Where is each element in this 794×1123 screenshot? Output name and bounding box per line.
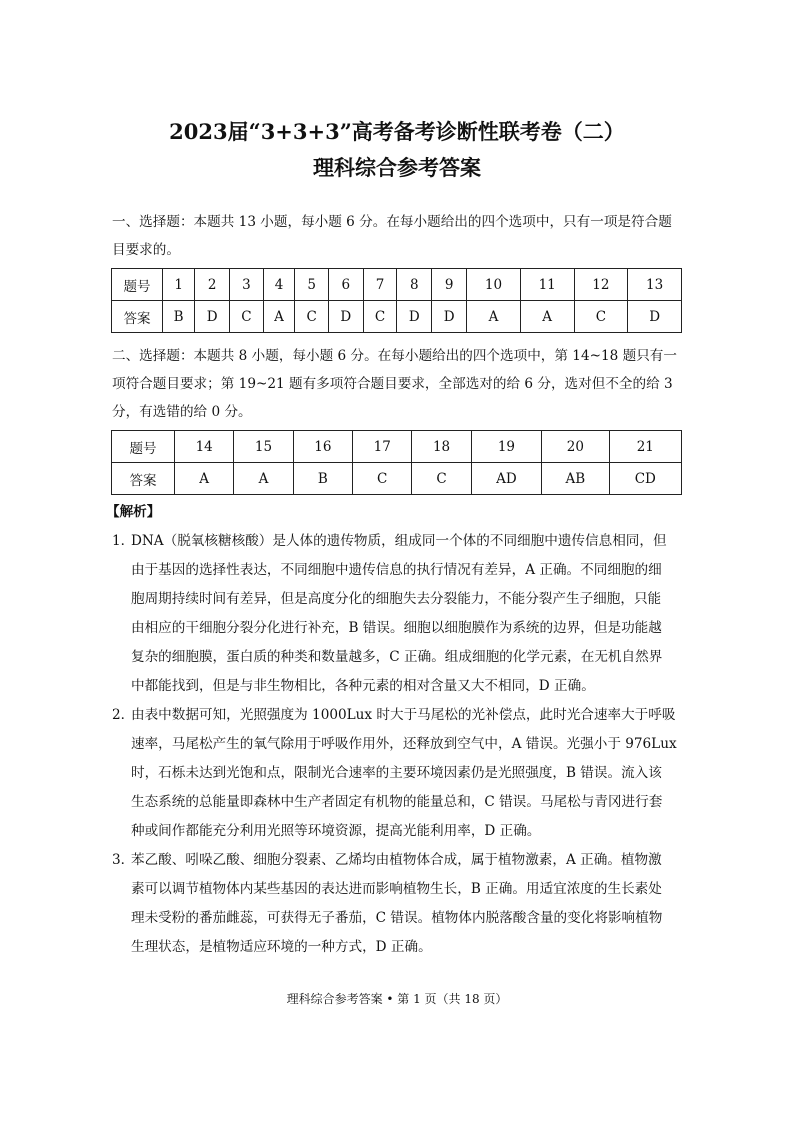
text-line: 由于基因的选择性表达，不同细胞中遗传信息的执行情况有差异，A 正确。不同细胞的细	[131, 562, 662, 578]
table-cell: A	[520, 301, 574, 333]
table-row-answers	[112, 463, 682, 495]
table-cell: CD	[609, 463, 681, 495]
table-cell: 10	[467, 269, 521, 301]
table-cell: 答案	[112, 301, 163, 333]
text-line: DNA（脱氧核糖核酸）是人体的遗传物质，组成同一个体的不同细胞中遗传信息相同，但	[131, 533, 667, 549]
text-line: 生理状态，是植物适应环境的一种方式，D 正确。	[131, 939, 432, 955]
table-cell: 答案	[112, 463, 175, 495]
table-cell: C	[295, 301, 328, 333]
answer-table-1	[111, 268, 682, 333]
table-cell: 8	[397, 269, 432, 301]
text-line: 速率，马尾松产生的氧气除用于呼吸作用外，还释放到空气中，A 错误。光强小于 976Lux	[131, 736, 677, 752]
analysis-heading: 【解析】	[106, 504, 161, 520]
item-number: 1．	[112, 533, 135, 549]
table-cell: 5	[295, 269, 328, 301]
table-cell: A	[234, 463, 293, 495]
table-cell: 13	[628, 269, 682, 301]
text-line: 种或间作都能充分利用光照等环境资源，提高光能利用率，D 正确。	[131, 823, 541, 839]
table-cell: 15	[234, 431, 293, 463]
analysis-item	[112, 701, 687, 846]
item-number: 3．	[112, 852, 135, 868]
section1-instructions	[112, 208, 684, 264]
table-row-numbers	[112, 431, 682, 463]
table-cell: C	[363, 301, 396, 333]
table-cell: 20	[542, 431, 609, 463]
table-cell: 11	[520, 269, 574, 301]
table-cell: 16	[293, 431, 352, 463]
table-cell: 17	[353, 431, 412, 463]
table-cell: AD	[471, 463, 541, 495]
item-number: 2．	[112, 707, 135, 723]
table-cell: 12	[574, 269, 628, 301]
section2-instructions	[112, 342, 684, 426]
answer-table-2	[111, 430, 682, 495]
page-footer: 理科综合参考答案 • 第 1 页（共 18 页）	[286, 992, 508, 1006]
table-cell: 21	[609, 431, 681, 463]
table-cell: 题号	[112, 431, 175, 463]
text-line: 中都能找到，但是与非生物相比，各种元素的相对含量又大不相同，D 正确。	[131, 678, 595, 694]
table-row-answers	[112, 301, 682, 333]
text-line: 生态系统的总能量即森林中生产者固定有机物的能量总和，C 错误。马尾松与青冈进行套	[131, 794, 663, 810]
table-cell: 9	[432, 269, 467, 301]
table-cell: B	[163, 301, 195, 333]
table-cell: B	[293, 463, 352, 495]
table-cell: D	[628, 301, 682, 333]
table-cell: D	[328, 301, 363, 333]
table-cell: 3	[230, 269, 263, 301]
text-line: 复杂的细胞膜，蛋白质的种类和数量越多，C 正确。组成细胞的化学元素，在无机自然界	[131, 649, 663, 665]
title-line-1: 2023届“3+3+3”高考备考诊断性联考卷（二）	[169, 119, 625, 144]
text-line: 一、选择题：本题共 13 小题，每小题 6 分。在每小题给出的四个选项中，只有一项是符合题	[112, 214, 672, 230]
table-cell: 18	[412, 431, 471, 463]
text-line: 由表中数据可知，光照强度为 1000Lux 时大于马尾松的光补偿点，此时光合速率大于呼吸	[131, 707, 676, 723]
table-cell: D	[195, 301, 230, 333]
table-row-numbers	[112, 269, 682, 301]
analysis-item	[112, 527, 687, 701]
table-cell: C	[353, 463, 412, 495]
text-line: 分，有选错的给 0 分。	[112, 404, 252, 420]
table-cell: 19	[471, 431, 541, 463]
table-cell: A	[467, 301, 521, 333]
text-line: 素可以调节植物体内某些基因的表达进而影响植物生长，B 正确。用适宜浓度的生长素处	[131, 881, 662, 897]
text-line: 理未受粉的番茄雌蕊，可获得无子番茄，C 错误。植物体内脱落酸含量的变化将影响植物	[131, 910, 663, 926]
table-cell: AB	[542, 463, 609, 495]
text-line: 二、选择题：本题共 8 小题，每小题 6 分。在每小题给出的四个选项中，第 14~18 题只有一	[112, 348, 677, 364]
table-cell: D	[432, 301, 467, 333]
table-cell: 6	[328, 269, 363, 301]
table-cell: 14	[175, 431, 234, 463]
table-cell: 题号	[112, 269, 163, 301]
table-cell: D	[397, 301, 432, 333]
text-line: 苯乙酸、吲哚乙酸、细胞分裂素、乙烯均由植物体合成，属于植物激素，A 正确。植物激	[131, 852, 662, 868]
table-cell: C	[230, 301, 263, 333]
text-line: 目要求的。	[112, 242, 180, 258]
table-cell: 1	[163, 269, 195, 301]
table-cell: A	[175, 463, 234, 495]
table-cell: 2	[195, 269, 230, 301]
text-line: 胞周期持续时间有差异，但是高度分化的细胞失去分裂能力，不能分裂产生子细胞，只能	[131, 591, 662, 607]
analysis-item	[112, 846, 687, 962]
table-cell: 4	[263, 269, 295, 301]
table-cell: C	[574, 301, 628, 333]
table-cell: 7	[363, 269, 396, 301]
table-cell: C	[412, 463, 471, 495]
text-line: 时，石栎未达到光饱和点，限制光合速率的主要环境因素仍是光照强度，B 错误。流入该	[131, 765, 662, 781]
table-cell: A	[263, 301, 295, 333]
text-line: 项符合题目要求；第 19~21 题有多项符合题目要求，全部选对的给 6 分，选对但不全的给 3	[112, 376, 673, 392]
text-line: 由相应的干细胞分裂分化进行补充，B 错误。细胞以细胞膜作为系统的边界，但是功能越	[131, 620, 662, 636]
title-line-2: 理科综合参考答案	[313, 155, 481, 180]
